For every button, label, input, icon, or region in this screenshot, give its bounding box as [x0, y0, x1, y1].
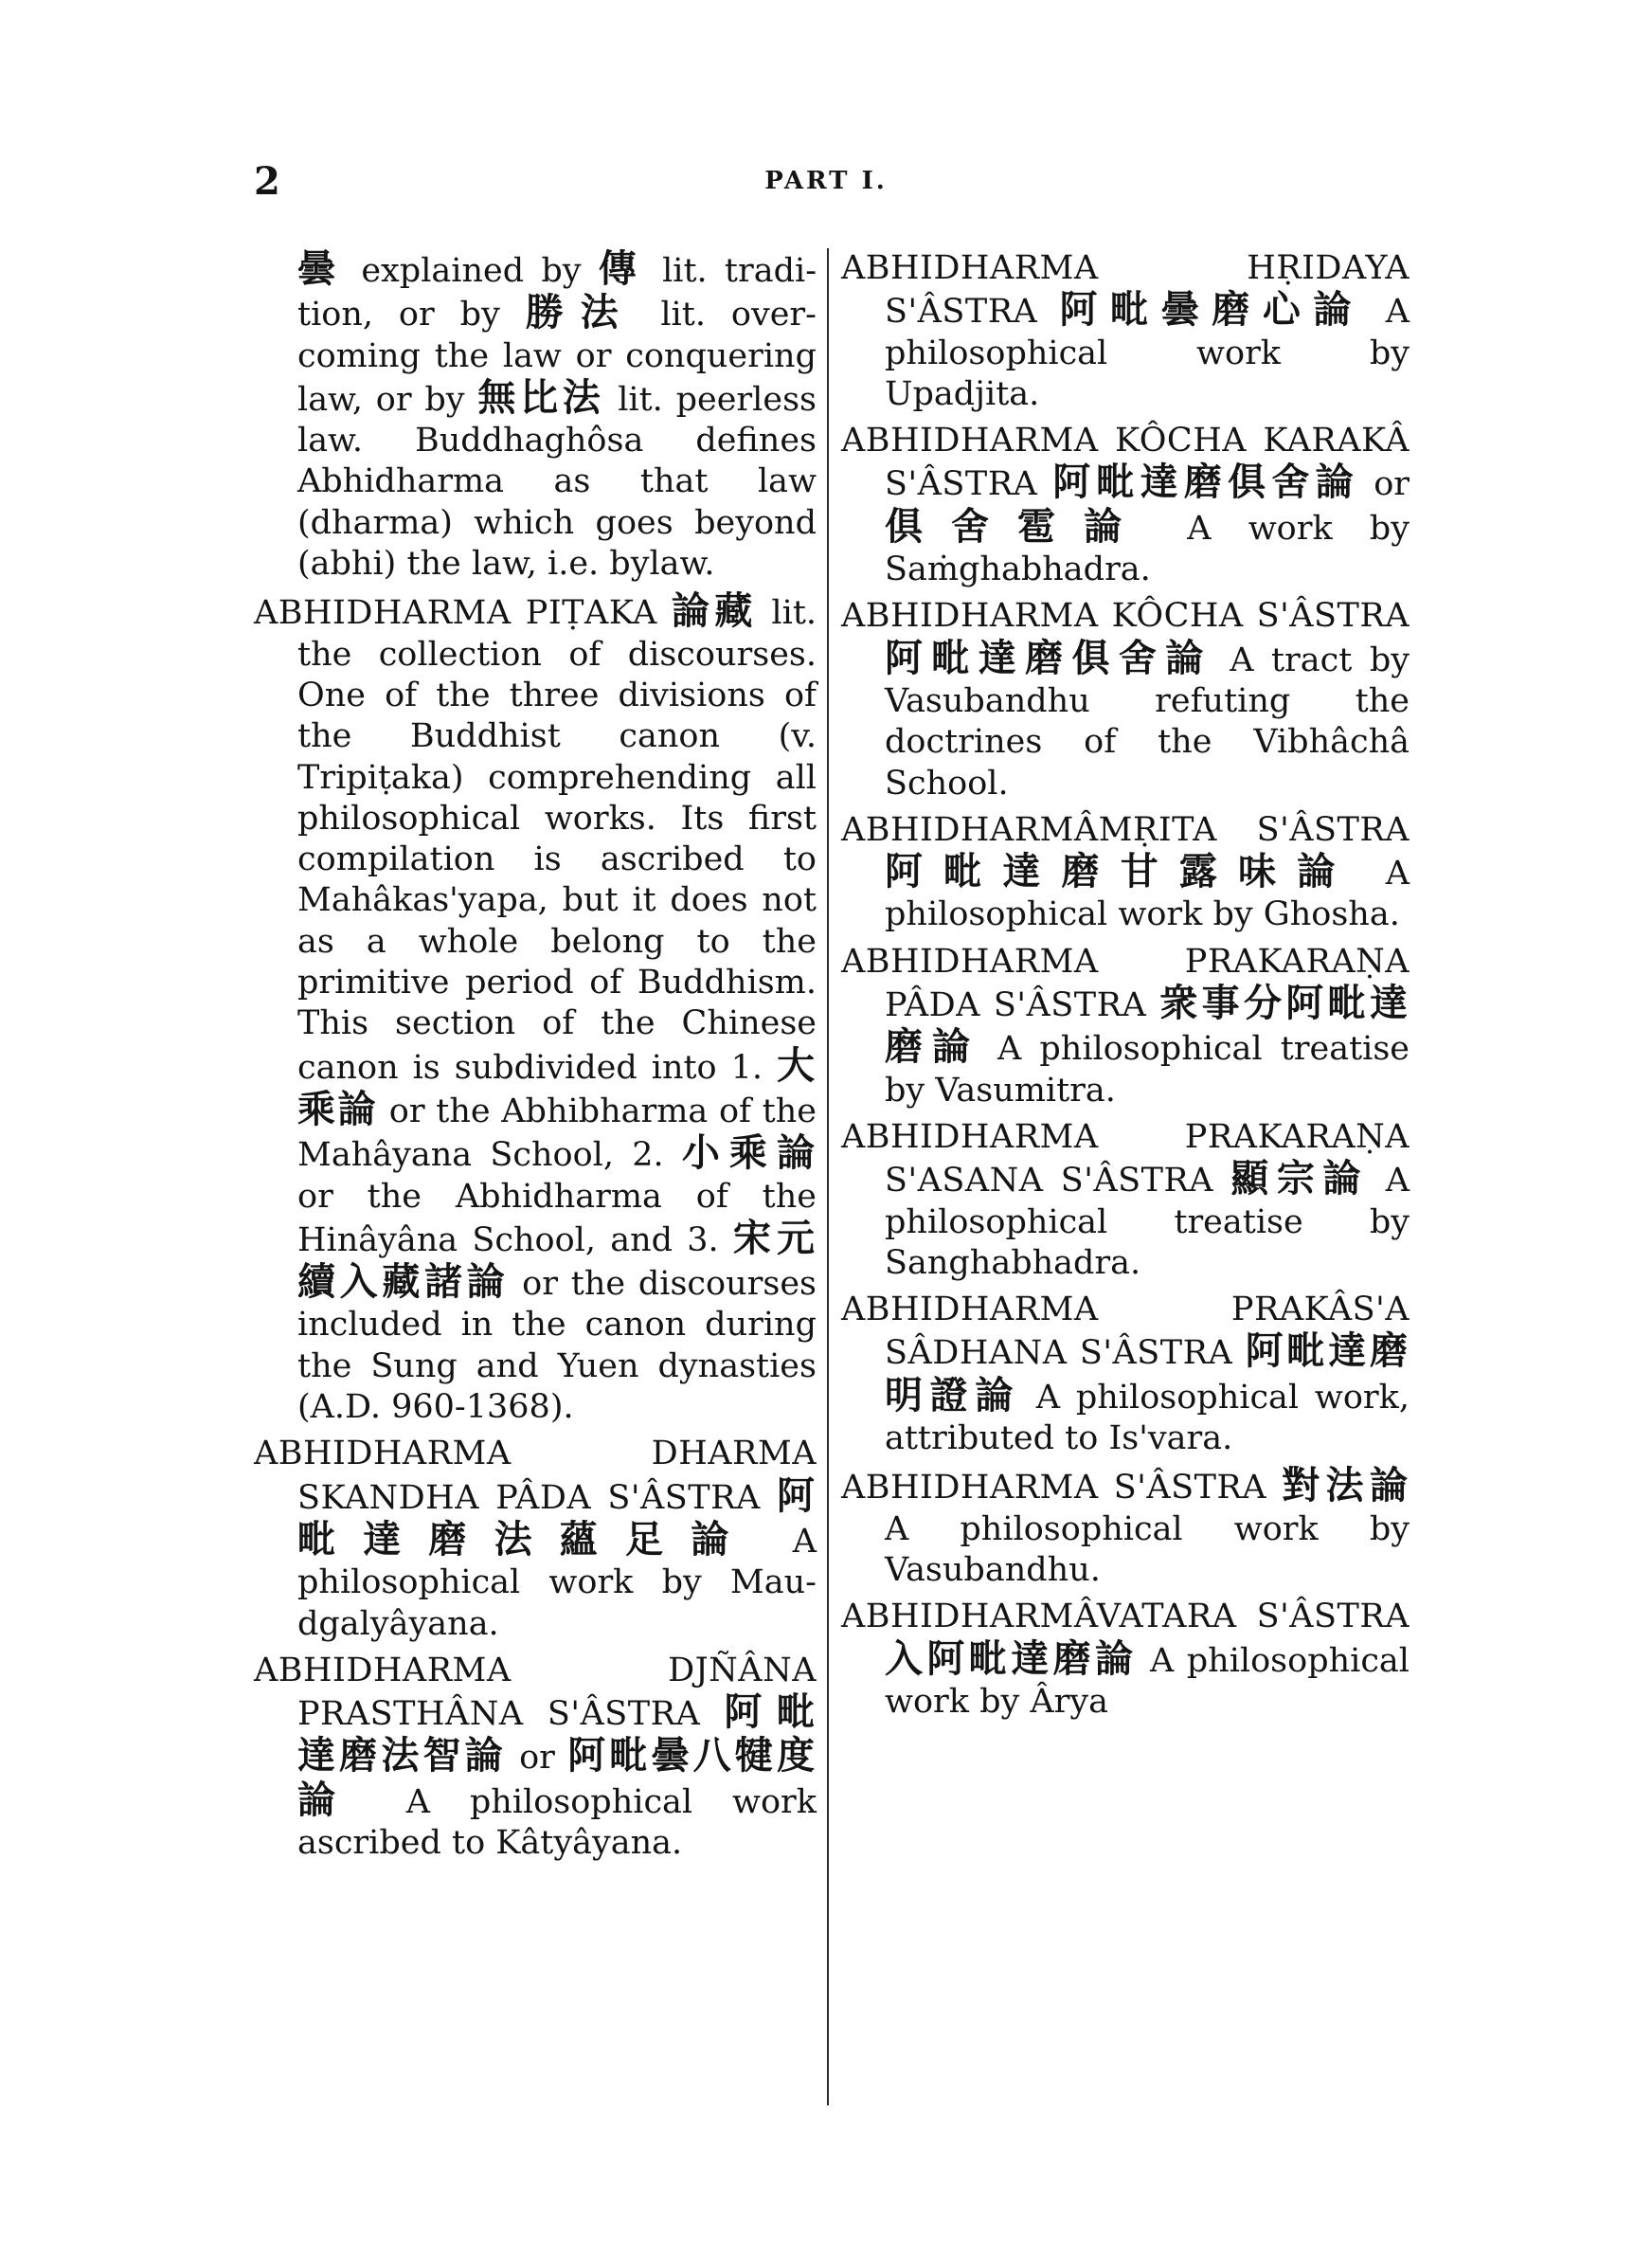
- left-column: [254, 248, 817, 1869]
- chinese-characters: 對法論: [1282, 1463, 1410, 1508]
- entry-headword: ABHIDHARMÂMṚITA S'ÂSTRA: [841, 810, 1410, 849]
- dictionary-entry: [841, 1465, 1410, 1591]
- entry-headword: ABHIDHARMÂVATARA S'ÂSTRA: [841, 1598, 1410, 1636]
- dictionary-entry: [841, 1597, 1410, 1723]
- chinese-characters: 大乘論: [297, 1042, 817, 1131]
- dictionary-entry: [841, 1117, 1410, 1284]
- entry-text: or the Abhidharma of the Hinâyâna School, and 3.: [297, 1177, 817, 1259]
- chinese-characters: 阿毗達磨甘露味論: [885, 849, 1356, 894]
- chinese-characters: 阿毗達磨俱舍論: [885, 635, 1212, 680]
- chinese-characters: 阿毗曇八犍度論: [297, 1733, 817, 1822]
- dictionary-entry: [254, 590, 817, 1428]
- chinese-characters: 曇: [297, 246, 345, 291]
- entry-text: A philosophical treatise by Vasumitra.: [885, 1030, 1410, 1110]
- chinese-characters: 阿毗達磨法蘊足論: [297, 1472, 817, 1562]
- entry-headword: ABHIDHARMA PRAKÂS'A SÂDHANA S'ÂSTRA: [841, 1291, 1410, 1373]
- dictionary-entry: [841, 810, 1410, 936]
- dictionary-entry: [841, 942, 1410, 1111]
- dictionary-entry: [841, 421, 1410, 590]
- entry-headword: ABHIDHARMA PIṬAKA: [254, 594, 672, 633]
- entry-text: A philosophical work by Upadjita.: [885, 293, 1410, 413]
- column-divider: [827, 248, 829, 2105]
- chinese-characters: 俱舍雹論: [885, 503, 1151, 549]
- entry-text: lit. tradition, or by: [297, 252, 817, 334]
- entry-headword: ABHIDHARMA PRAKARAṆA PÂDA S'ÂSTRA: [841, 942, 1410, 1025]
- entry-text: or: [1358, 465, 1410, 504]
- chinese-characters: 顯宗論: [1230, 1156, 1370, 1201]
- chinese-characters: 阿毗達磨法智論: [297, 1689, 817, 1779]
- entry-text: or the discourses included in the canon during the Sung and Yuen dynasties (A.D. 960-1368).: [297, 1265, 817, 1427]
- entry-text: A philosophical work ascribed to Kâtyâyana.: [297, 1782, 817, 1862]
- chinese-characters: 阿毗曇磨心論: [1059, 287, 1365, 333]
- dictionary-entry: [841, 1290, 1410, 1459]
- entry-text: A tract by Vasubandhu refuting the doctrines of the Vibhâchâ School.: [885, 641, 1410, 803]
- dictionary-entry: [841, 248, 1410, 415]
- entry-text: lit. peerless law. Buddhaghôsa defines Abhidharma as that law (dharma) which goes beyond (abhi) the law, i.e. bylaw.: [297, 380, 817, 584]
- entry-text: A philosophical work by Ghosha.: [885, 855, 1410, 934]
- chinese-characters: 無比法: [477, 374, 605, 420]
- chinese-characters: 論藏: [671, 588, 758, 634]
- chinese-characters: 傳: [598, 246, 645, 291]
- dictionary-entry: [254, 1651, 817, 1864]
- entry-text: lit. the collection of discourses. One of the three divisions of the Buddhist canon (v. Tripiṭaka) comprehending all philosophical works. Its first compilation is ascribed to Mahâkas'yapa, but it does not as a whole belong to the primitive period of Buddhism. This section of the Chinese canon is subdivided into 1.: [297, 594, 817, 1087]
- entry-headword: ABHIDHARMA DJÑÂNA PRASTHÂNA S'ÂSTRA: [254, 1651, 817, 1734]
- running-head: PART I.: [764, 167, 888, 195]
- entry-headword: ABHIDHARMA DHARMA SKANDHA PÂDA S'ÂSTRA: [254, 1435, 817, 1517]
- chinese-characters: 小乘論: [681, 1130, 817, 1176]
- entry-text: A philosophical work by Ârya: [885, 1641, 1410, 1721]
- dictionary-entry: [841, 596, 1410, 803]
- entry-text: A philosophical work by Vasubandhu.: [885, 1509, 1410, 1589]
- entry-text: or: [506, 1739, 568, 1778]
- entry-headword: ABHIDHARMA HṚIDAYA S'ÂSTRA: [841, 249, 1410, 332]
- right-column: [841, 248, 1410, 1728]
- chinese-characters: 勝法: [525, 290, 636, 335]
- chinese-characters: 入阿毗達磨論: [885, 1635, 1138, 1681]
- chinese-characters: 阿毗達磨俱舍論: [1052, 460, 1359, 505]
- entry-text: explained by: [344, 252, 599, 290]
- entry-text: or the Abhibharma of the Mahâyana School, 2.: [297, 1092, 817, 1175]
- page-number: 2: [254, 159, 280, 204]
- chinese-characters: 宋元續入藏諸論: [297, 1215, 817, 1305]
- entry-continuation: [254, 248, 817, 585]
- entry-headword: ABHIDHARMA KÔCHA S'ÂSTRA: [841, 597, 1410, 636]
- entry-text: lit. overcoming the law or conquering law, or by: [297, 296, 817, 419]
- entry-text: A philosophical treatise by Sanghabhadra.: [885, 1162, 1410, 1282]
- chinese-characters: 衆事分阿毗達磨論: [885, 981, 1410, 1070]
- entry-headword: ABHIDHARMA PRAKARAṆA S'ASANA S'ÂSTRA: [841, 1117, 1410, 1201]
- chinese-characters: 阿毗達磨明證論: [885, 1328, 1410, 1417]
- dictionary-entry: [254, 1434, 817, 1644]
- entry-text: A work by Saṁghabhadra.: [885, 509, 1410, 589]
- entry-headword: ABHIDHARMA S'ÂSTRA: [841, 1469, 1283, 1508]
- entry-headword: ABHIDHARMA KÔCHA KARAKÂ S'ÂSTRA: [841, 422, 1410, 504]
- entry-text: A philosophical work, attributed to Is'vara.: [885, 1378, 1410, 1458]
- entry-text: A philosophical work by Maudgalyâyana.: [297, 1522, 817, 1643]
